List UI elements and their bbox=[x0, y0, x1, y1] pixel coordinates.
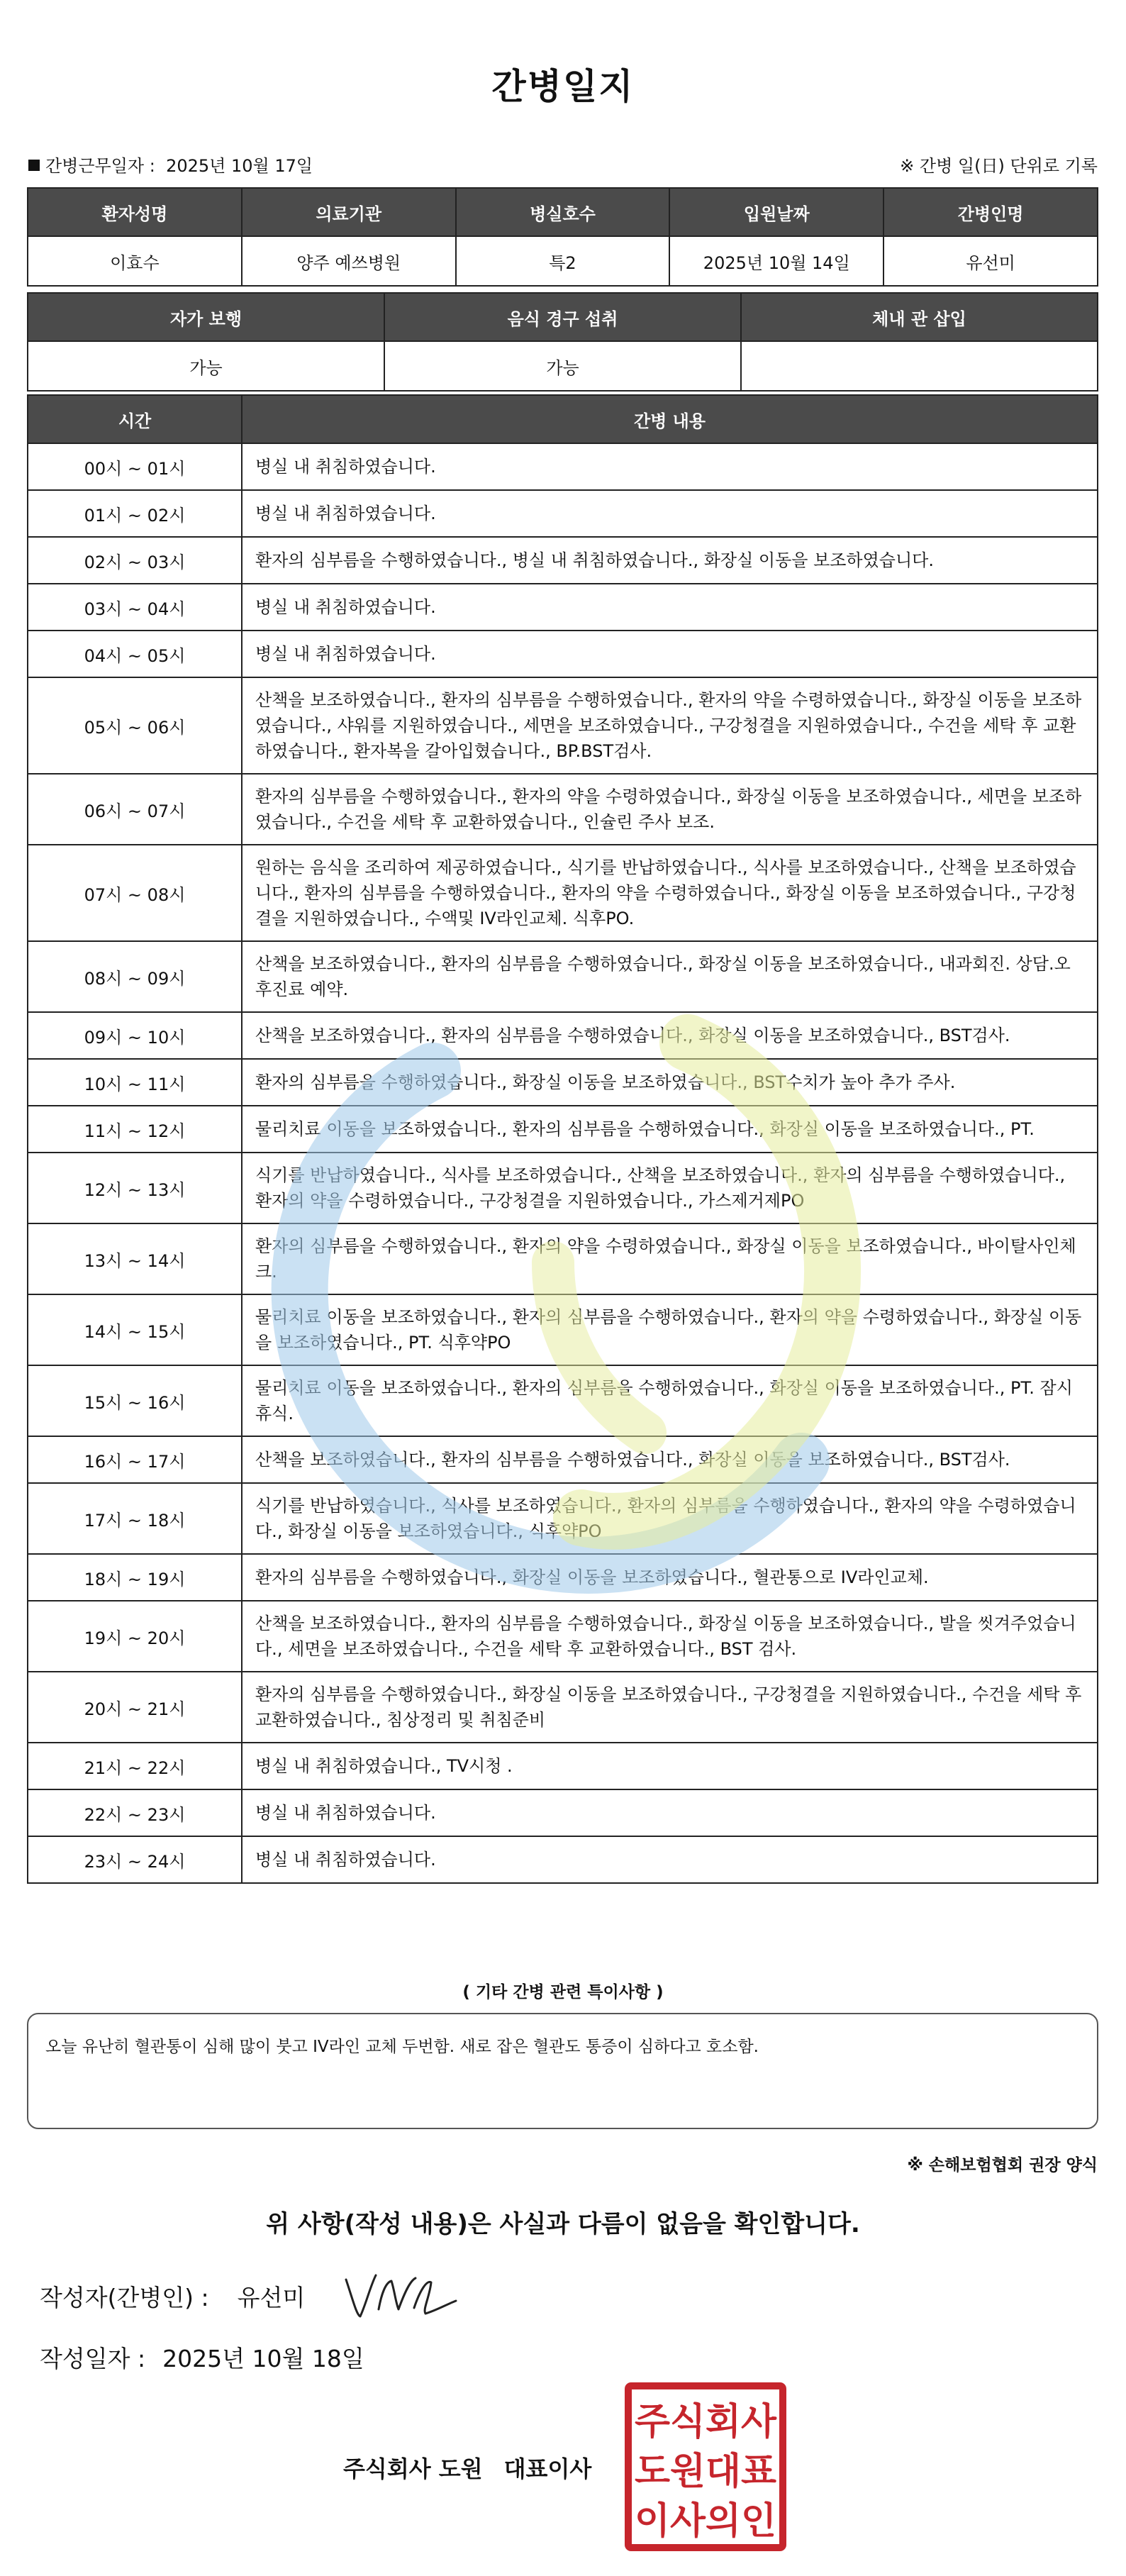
log-time: 20시 ~ 21시 bbox=[28, 1672, 242, 1743]
company-seal-stamp bbox=[624, 2382, 787, 2552]
log-row bbox=[28, 1294, 1098, 1365]
page-title: 간병일지 bbox=[491, 66, 635, 107]
header-hospital: 의료기관 bbox=[242, 188, 456, 236]
self-walking-value: 가능 bbox=[28, 341, 384, 391]
work-date bbox=[28, 152, 313, 177]
log-time: 09시 ~ 10시 bbox=[28, 1012, 242, 1059]
header-caregiver-name: 간병인명 bbox=[883, 188, 1098, 236]
work-date-label: 간병근무일자 : bbox=[45, 156, 155, 176]
header-time: 시간 bbox=[28, 395, 242, 443]
log-content: 병실 내 취침하였습니다. bbox=[242, 1789, 1098, 1836]
company-line bbox=[343, 2451, 591, 2484]
log-content: 물리치료 이동을 보조하였습니다., 환자의 심부름을 수행하였습니다., 화장실 이동을 보조하였습니다., PT. 잠시휴식. bbox=[242, 1365, 1098, 1436]
log-time: 18시 ~ 19시 bbox=[28, 1554, 242, 1601]
log-content: 환자의 심부름을 수행하였습니다., 환자의 약을 수령하였습니다., 화장실 이동을 보조하였습니다., 바이탈사인체크. bbox=[242, 1223, 1098, 1294]
header-self-walking: 자가 보행 bbox=[28, 293, 384, 341]
log-row bbox=[28, 631, 1098, 677]
log-row bbox=[28, 1743, 1098, 1789]
square-bullet-icon bbox=[28, 160, 40, 171]
log-content: 산책을 보조하였습니다., 환자의 심부름을 수행하였습니다., 화장실 이동을 보조하였습니다., BST검사. bbox=[242, 1012, 1098, 1059]
writer-name: 유선미 bbox=[237, 2284, 306, 2311]
log-time: 07시 ~ 08시 bbox=[28, 845, 242, 941]
unit-note: ※ 간병 일(日) 단위로 기록 bbox=[900, 156, 1098, 176]
log-content: 산책을 보조하였습니다., 환자의 심부름을 수행하였습니다., 화장실 이동을 보조하였습니다., 발을 씻겨주었습니다., 세면을 보조하였습니다., 수건을 세탁 후 교환하였습니다., BST 검사. bbox=[242, 1601, 1098, 1672]
log-content: 환자의 심부름을 수행하였습니다., 병실 내 취침하였습니다., 화장실 이동을 보조하였습니다. bbox=[242, 537, 1098, 584]
written-date-value: 2025년 10월 18일 bbox=[162, 2345, 364, 2372]
log-content: 병실 내 취침하였습니다. bbox=[242, 631, 1098, 677]
log-row bbox=[28, 443, 1098, 490]
work-date-value: 2025년 10월 17일 bbox=[166, 156, 313, 176]
log-content: 산책을 보조하였습니다., 환자의 심부름을 수행하였습니다., 화장실 이동을 보조하였습니다., 내과회진. 상담.오후진료 예약. bbox=[242, 941, 1098, 1012]
log-time: 11시 ~ 12시 bbox=[28, 1106, 242, 1153]
log-time: 15시 ~ 16시 bbox=[28, 1365, 242, 1436]
log-content: 병실 내 취침하였습니다. bbox=[242, 443, 1098, 490]
log-row bbox=[28, 1153, 1098, 1223]
log-time: 16시 ~ 17시 bbox=[28, 1436, 242, 1483]
room-number: 특2 bbox=[456, 236, 670, 286]
seal-text-line: 도원대표 bbox=[635, 2450, 776, 2493]
log-content: 병실 내 취침하였습니다., TV시청 . bbox=[242, 1743, 1098, 1789]
patient-info-table bbox=[27, 187, 1098, 287]
log-time: 19시 ~ 20시 bbox=[28, 1601, 242, 1672]
confirm-statement: 위 사항(작성 내용)은 사실과 다름이 없음을 확인합니다. bbox=[266, 2210, 860, 2238]
log-row bbox=[28, 1106, 1098, 1153]
log-time: 17시 ~ 18시 bbox=[28, 1483, 242, 1554]
log-row bbox=[28, 1059, 1098, 1106]
written-date-line bbox=[40, 2341, 364, 2374]
care-log-table bbox=[27, 394, 1098, 1884]
log-row bbox=[28, 1789, 1098, 1836]
writer-label: 작성자(간병인) : bbox=[40, 2284, 209, 2311]
log-content: 산책을 보조하였습니다., 환자의 심부름을 수행하였습니다., 화장실 이동을 보조하였습니다., BST검사. bbox=[242, 1436, 1098, 1483]
log-content: 원하는 음식을 조리하여 제공하였습니다., 식기를 반납하였습니다., 식사를 보조하였습니다., 산책을 보조하였습니다., 환자의 심부름을 수행하였습니다., 환자의 약을 수령하였습니다., 화장실 이동을 보조하였습니다., 구강청결을 지원하였습니다., 수액및 IV라인교체. 식후PO. bbox=[242, 845, 1098, 941]
log-time: 08시 ~ 09시 bbox=[28, 941, 242, 1012]
log-row bbox=[28, 1554, 1098, 1601]
log-content: 환자의 심부름을 수행하였습니다., 환자의 약을 수령하였습니다., 화장실 이동을 보조하였습니다., 세면을 보조하였습니다., 수건을 세탁 후 교환하였습니다., 인슐린 주사 보조. bbox=[242, 774, 1098, 845]
log-row bbox=[28, 774, 1098, 845]
care-log-body bbox=[28, 443, 1098, 1883]
log-row bbox=[28, 677, 1098, 774]
log-time: 06시 ~ 07시 bbox=[28, 774, 242, 845]
caregiver-name: 유선미 bbox=[883, 236, 1098, 286]
log-content: 식기를 반납하였습니다., 식사를 보조하였습니다., 환자의 심부름을 수행하였습니다., 환자의 약을 수령하였습니다., 화장실 이동을 보조하였습니다., 식후약PO bbox=[242, 1483, 1098, 1554]
log-content: 병실 내 취침하였습니다. bbox=[242, 584, 1098, 631]
log-time: 02시 ~ 03시 bbox=[28, 537, 242, 584]
header-oral-intake: 음식 경구 섭취 bbox=[384, 293, 741, 341]
log-row bbox=[28, 1012, 1098, 1059]
company-representative: 대표이사 bbox=[503, 2455, 592, 2482]
log-row bbox=[28, 1223, 1098, 1294]
notes-text: 오늘 유난히 혈관통이 심해 많이 붓고 IV라인 교체 두번함. 새로 잡은 혈관도 통증이 심하다고 호소함. bbox=[45, 2038, 759, 2056]
log-time: 03시 ~ 04시 bbox=[28, 584, 242, 631]
log-content: 병실 내 취침하였습니다. bbox=[242, 490, 1098, 537]
log-content: 환자의 심부름을 수행하였습니다., 화장실 이동을 보조하였습니다., 구강청결을 지원하였습니다., 수건을 세탁 후 교환하였습니다., 침상정리 및 취침준비 bbox=[242, 1672, 1098, 1743]
log-time: 21시 ~ 22시 bbox=[28, 1743, 242, 1789]
admission-date: 2025년 10월 14일 bbox=[669, 236, 883, 286]
log-row bbox=[28, 1601, 1098, 1672]
log-content: 물리치료 이동을 보조하였습니다., 환자의 심부름을 수행하였습니다., 환자의 약을 수령하였습니다., 화장실 이동을 보조하였습니다., PT. 식후약PO bbox=[242, 1294, 1098, 1365]
log-content: 환자의 심부름을 수행하였습니다., 화장실 이동을 보조하였습니다., 혈관통으로 IV라인교체. bbox=[242, 1554, 1098, 1601]
log-content: 물리치료 이동을 보조하였습니다., 환자의 심부름을 수행하였습니다., 화장실 이동을 보조하였습니다., PT. bbox=[242, 1106, 1098, 1153]
oral-intake-value: 가능 bbox=[384, 341, 741, 391]
log-content: 산책을 보조하였습니다., 환자의 심부름을 수행하였습니다., 환자의 약을 수령하였습니다., 화장실 이동을 보조하였습니다., 샤워를 지원하였습니다., 세면을 보조하였습니다., 구강청결을 지원하였습니다., 수건을 세탁 후 교환하였습니다., 환자복을 갈아입혔습니다., BP.BST검사. bbox=[242, 677, 1098, 774]
written-date-label: 작성일자 : bbox=[40, 2345, 146, 2372]
log-time: 13시 ~ 14시 bbox=[28, 1223, 242, 1294]
log-time: 12시 ~ 13시 bbox=[28, 1153, 242, 1223]
log-time: 10시 ~ 11시 bbox=[28, 1059, 242, 1106]
log-time: 22시 ~ 23시 bbox=[28, 1789, 242, 1836]
log-time: 01시 ~ 02시 bbox=[28, 490, 242, 537]
header-tube-insertion: 체내 관 삽입 bbox=[741, 293, 1098, 341]
log-content: 병실 내 취침하였습니다. bbox=[242, 1836, 1098, 1883]
header-content: 간병 내용 bbox=[242, 395, 1098, 443]
log-time: 23시 ~ 24시 bbox=[28, 1836, 242, 1883]
recommend-note: ※ 손해보험협회 권장 양식 bbox=[907, 2156, 1098, 2175]
log-row bbox=[28, 1365, 1098, 1436]
log-row bbox=[28, 941, 1098, 1012]
log-row bbox=[28, 845, 1098, 941]
handwritten-signature bbox=[339, 2265, 459, 2322]
log-content: 환자의 심부름을 수행하였습니다., 화장실 이동을 보조하였습니다., BST수치가 높아 추가 주사. bbox=[242, 1059, 1098, 1106]
tube-insertion-value bbox=[741, 341, 1098, 391]
log-row bbox=[28, 1436, 1098, 1483]
writer-line bbox=[40, 2280, 305, 2313]
seal-text-line: 이사의인 bbox=[635, 2500, 776, 2543]
log-row bbox=[28, 1483, 1098, 1554]
seal-text-line: 주식회사 bbox=[635, 2401, 777, 2443]
header-patient-name: 환자성명 bbox=[28, 188, 242, 236]
hospital-name: 양주 예쓰병원 bbox=[242, 236, 456, 286]
header-room: 병실호수 bbox=[456, 188, 670, 236]
log-row bbox=[28, 1836, 1098, 1883]
notes-title: ( 기타 간병 관련 특이사항 ) bbox=[462, 1983, 664, 2002]
log-row bbox=[28, 537, 1098, 584]
log-time: 05시 ~ 06시 bbox=[28, 677, 242, 774]
company-name: 주식회사 도원 bbox=[343, 2455, 483, 2482]
log-time: 04시 ~ 05시 bbox=[28, 631, 242, 677]
patient-name: 이효수 bbox=[28, 236, 242, 286]
log-row bbox=[28, 490, 1098, 537]
log-row bbox=[28, 584, 1098, 631]
ability-table bbox=[27, 292, 1098, 392]
log-row bbox=[28, 1672, 1098, 1743]
header-admission-date: 입원날짜 bbox=[669, 188, 883, 236]
log-time: 00시 ~ 01시 bbox=[28, 443, 242, 490]
log-time: 14시 ~ 15시 bbox=[28, 1294, 242, 1365]
log-content: 식기를 반납하였습니다., 식사를 보조하였습니다., 산책을 보조하였습니다., 환자의 심부름을 수행하였습니다., 환자의 약을 수령하였습니다., 구강청결을 지원하였습니다., 가스제거제PO bbox=[242, 1153, 1098, 1223]
notes-box bbox=[27, 2013, 1098, 2129]
